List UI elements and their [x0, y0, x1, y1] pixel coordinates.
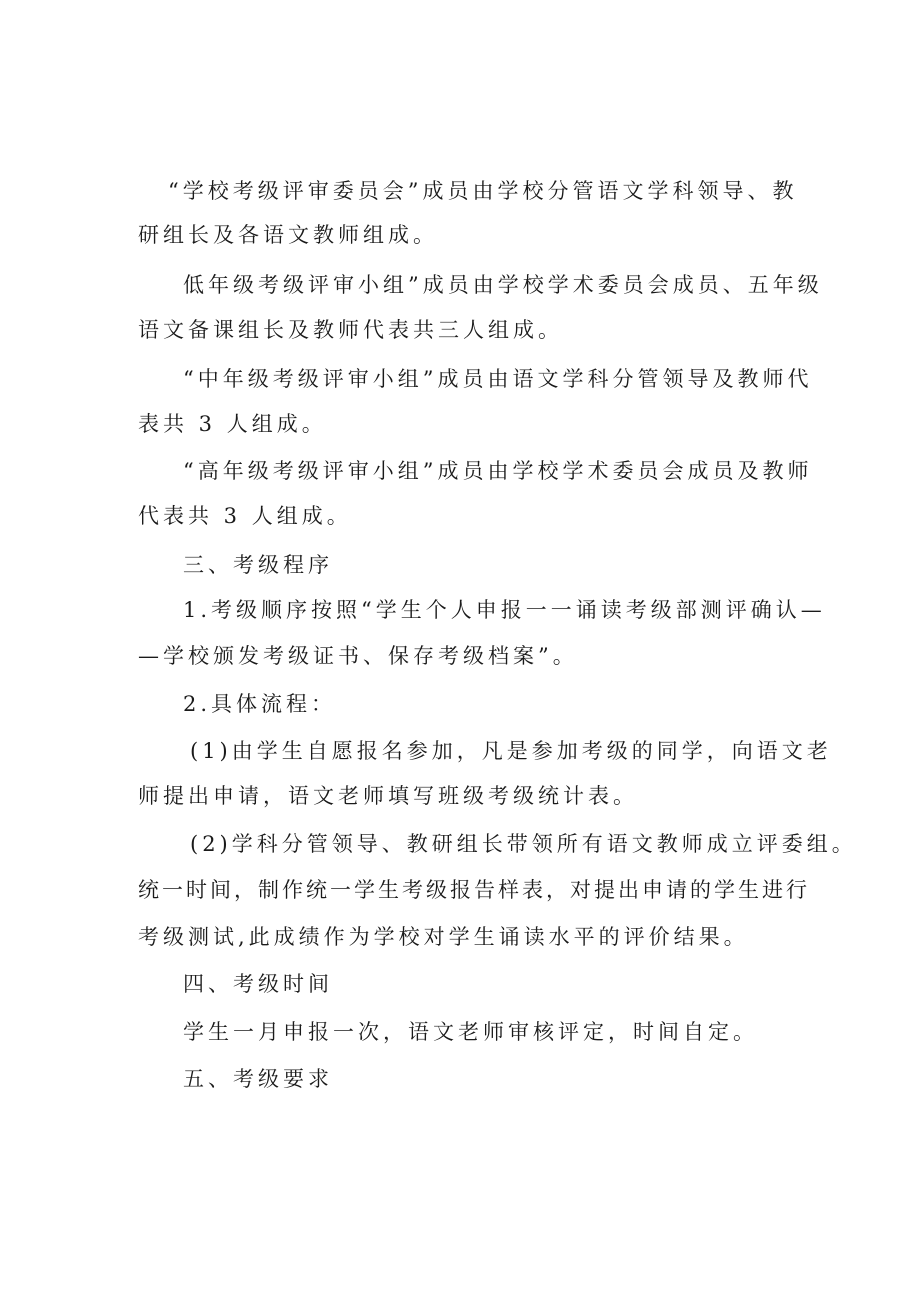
paragraph-1-line-1: “学校考级评审委员会”成员由学校分管语文学科领导、教: [168, 179, 798, 203]
paragraph-step-1-line-1: (1)由学生自愿报名参加，凡是参加考级的同学，向语文老: [190, 739, 832, 763]
section-heading-procedure: 三、考级程序: [183, 553, 333, 577]
paragraph-step-1-line-2: 师提出申请，语文老师填写班级考级统计表。: [138, 784, 638, 808]
paragraph-procedure-1-line-2: —学校颁发考级证书、保存考级档案”。: [138, 644, 578, 668]
section-heading-requirements: 五、考级要求: [183, 1067, 333, 1091]
paragraph-procedure-1-line-1: 1.考级顺序按照“学生个人申报一一诵读考级部测评确认—: [183, 598, 826, 622]
paragraph-2-line-2: 语文备课组长及教师代表共三人组成。: [138, 318, 563, 342]
paragraph-4-line-1: “高年级考级评审小组”成员由学校学术委员会成员及教师: [183, 459, 813, 483]
paragraph-3-line-1: “中年级考级评审小组”成员由语文学科分管领导及教师代: [183, 367, 813, 391]
paragraph-time: 学生一月申报一次，语文老师审核评定，时间自定。: [183, 1020, 758, 1044]
paragraph-procedure-2: 2.具体流程：: [183, 692, 337, 716]
paragraph-step-2-line-3: 考级测试,此成绩作为学校对学生诵读水平的评价结果。: [138, 925, 749, 949]
paragraph-1-line-2: 研组长及各语文教师组成。: [138, 223, 438, 247]
paragraph-step-2-line-1: (2)学科分管领导、教研组长带领所有语文教师成立评委组。: [190, 832, 857, 856]
section-heading-time: 四、考级时间: [183, 972, 333, 996]
paragraph-3-line-2: 表共 3 人组成。: [138, 412, 327, 436]
paragraph-2-line-1: 低年级考级评审小组”成员由学校学术委员会成员、五年级: [183, 273, 823, 297]
paragraph-step-2-line-2: 统一时间，制作统一学生考级报告样表，对提出申请的学生进行: [138, 878, 810, 902]
paragraph-4-line-2: 代表共 3 人组成。: [138, 504, 352, 528]
